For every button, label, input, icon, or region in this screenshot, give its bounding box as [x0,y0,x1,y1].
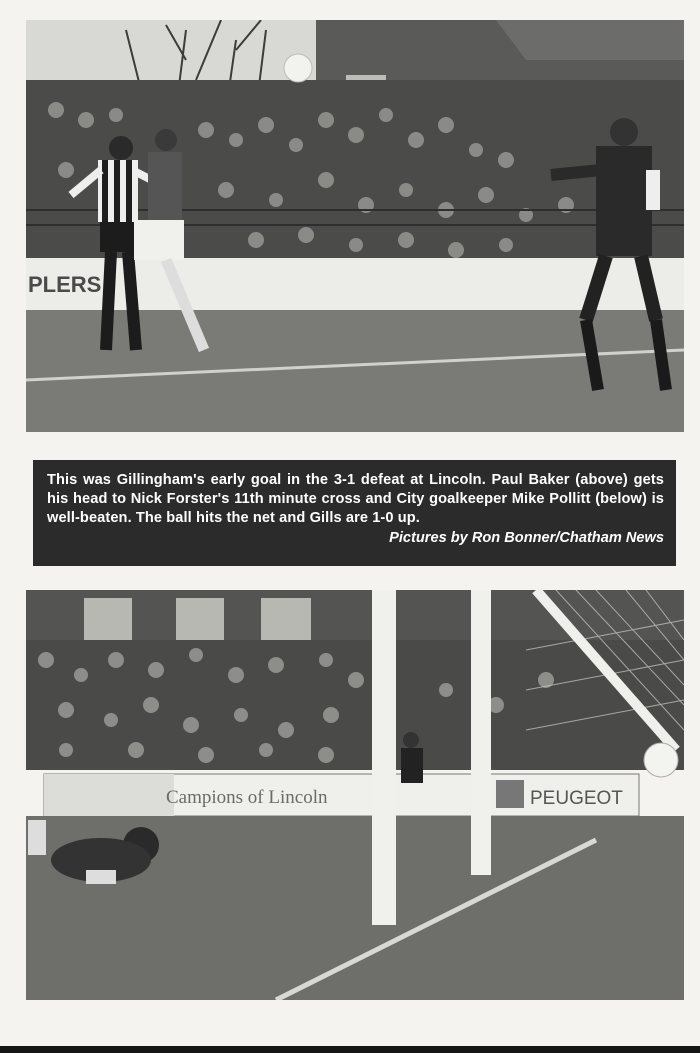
goalpost-left [372,590,396,925]
page-bottom-bar [0,1046,700,1053]
top-photo-header-goal [26,20,684,432]
football [644,743,678,777]
football [284,54,312,82]
photo-caption-box [33,460,676,566]
bottom-photo-illustration [26,590,684,1000]
bottom-photo-goalkeeper-beaten [26,590,684,1000]
sponsor-logo [496,780,524,808]
caption-text: This was Gillingham's early goal in the 3-1 defeat at Lincoln. Paul Baker (above) gets his head to Nick Forster's 11th minute cross and City goalkeeper Mike Pollitt (below) is well-beaten. The ball hits the net and Gills are 1-0 up. [47,472,664,526]
sponsor-text: PEUGEOT [530,788,623,809]
top-photo-illustration [26,20,684,432]
goalpost-right [471,590,491,875]
crowd [26,640,684,770]
hoarding-text: PLERS [28,272,102,297]
photo-credit: Pictures by Ron Bonner/Chatham News [389,530,664,546]
hoarding-text: Campions of Lincoln [166,787,328,808]
